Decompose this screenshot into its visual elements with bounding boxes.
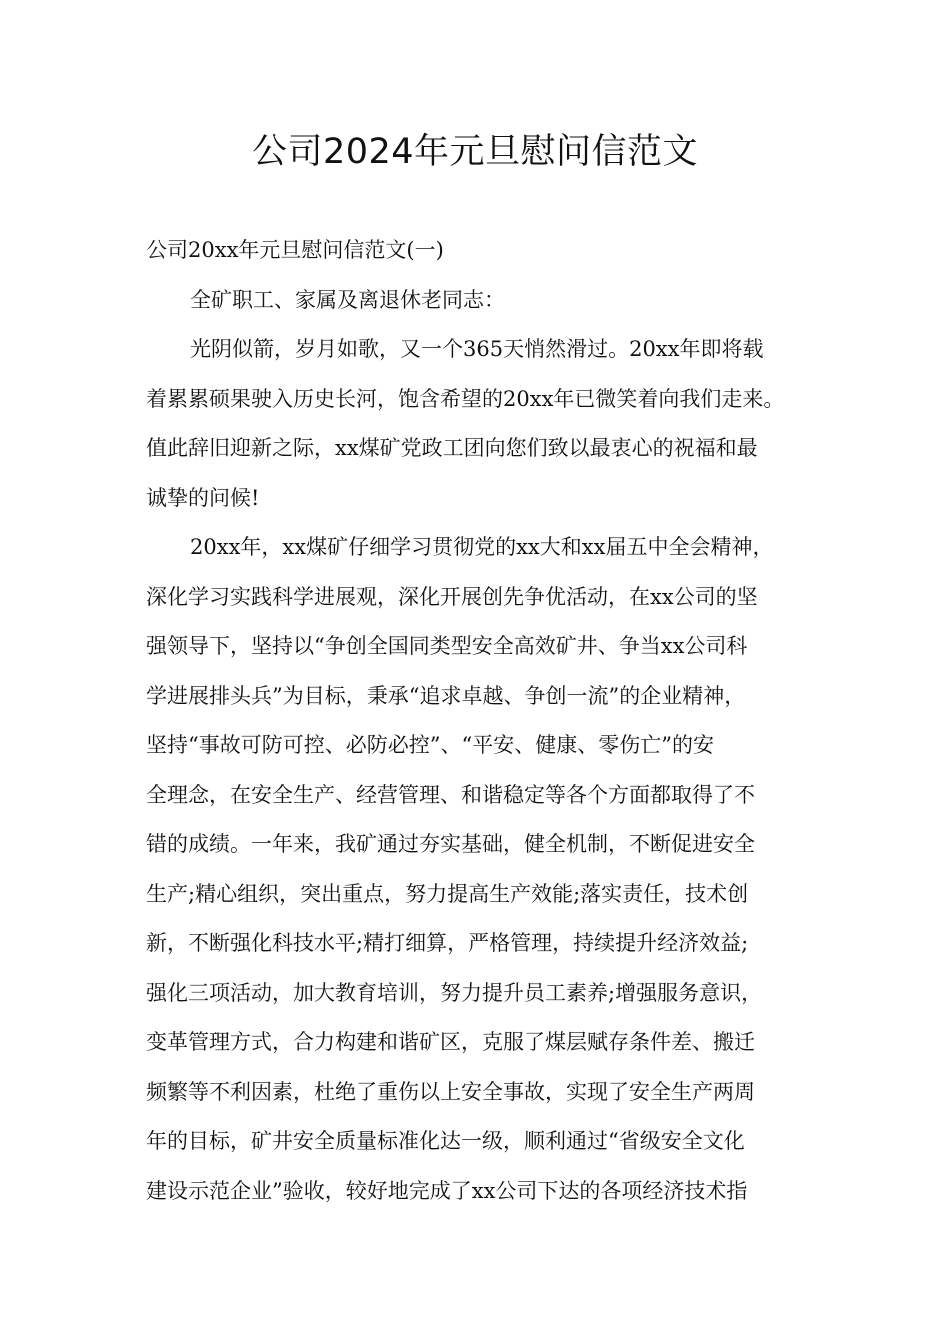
paragraph-line: 变革管理方式，合力构建和谐矿区，克服了煤层赋存条件差、搬迁	[146, 1030, 755, 1054]
paragraph-1	[146, 325, 810, 523]
salutation: 全矿职工、家属及离退休老同志：	[190, 287, 505, 312]
paragraph-line: 光阴似箭，岁月如歌，又一个365天悄然滑过。20xx年即将载	[190, 337, 764, 361]
paragraph-line: 学进展排头兵”为目标，秉承“追求卓越、争创一流”的企业精神，	[146, 683, 746, 708]
section-heading: 公司20xx年元旦慰问信范文(一)	[146, 238, 444, 262]
paragraph-line: 错的成绩。一年来，我矿通过夯实基础，健全机制，不断促进安全	[146, 832, 755, 856]
paragraph-line: 频繁等不利因素，杜绝了重伤以上安全事故，实现了安全生产两周	[146, 1079, 755, 1104]
paragraph-line: 20xx年，xx煤矿仔细学习贯彻党的xx大和xx届五中全会精神，	[190, 535, 774, 559]
paragraph-line: 强领导下，坚持以“争创全国同类型安全高效矿井、争当xx公司科	[146, 634, 748, 658]
paragraph-line: 深化学习实践科学进展观，深化开展创先争优活动，在xx公司的坚	[146, 584, 758, 609]
paragraph-line: 全理念，在安全生产、经营管理、和谐稳定等各个方面都取得了不	[146, 782, 755, 807]
paragraph-line: 诚挚的问候!	[146, 485, 260, 510]
paragraph-line: 年的目标，矿井安全质量标准化达一级，顺利通过“省级安全文化	[146, 1129, 745, 1153]
document-body	[146, 226, 810, 1216]
paragraph-line: 新，不断强化科技水平;精打细算，严格管理，持续提升经济效益;	[146, 931, 749, 955]
paragraph-line: 生产;精心组织，突出重点，努力提高生产效能;落实责任，技术创	[146, 881, 749, 906]
paragraph-line: 着累累硕果驶入历史长河，饱含希望的20xx年已微笑着向我们走来。	[146, 386, 785, 411]
paragraph-line: 坚持“事故可防可控、必防必控”、“平安、健康、零伤亡”的安	[146, 733, 714, 757]
paragraph-line: 值此辞旧迎新之际，xx煤矿党政工团向您们致以最衷心的祝福和最	[146, 436, 758, 460]
document-title: 公司2024年元旦慰问信范文	[251, 132, 699, 172]
paragraph-line: 建设示范企业”验收，较好地完成了xx公司下达的各项经济技术指	[146, 1178, 748, 1203]
paragraph-line: 强化三项活动，加大教育培训，努力提升员工素养;增强服务意识，	[146, 980, 763, 1005]
paragraph-2	[146, 523, 810, 1216]
